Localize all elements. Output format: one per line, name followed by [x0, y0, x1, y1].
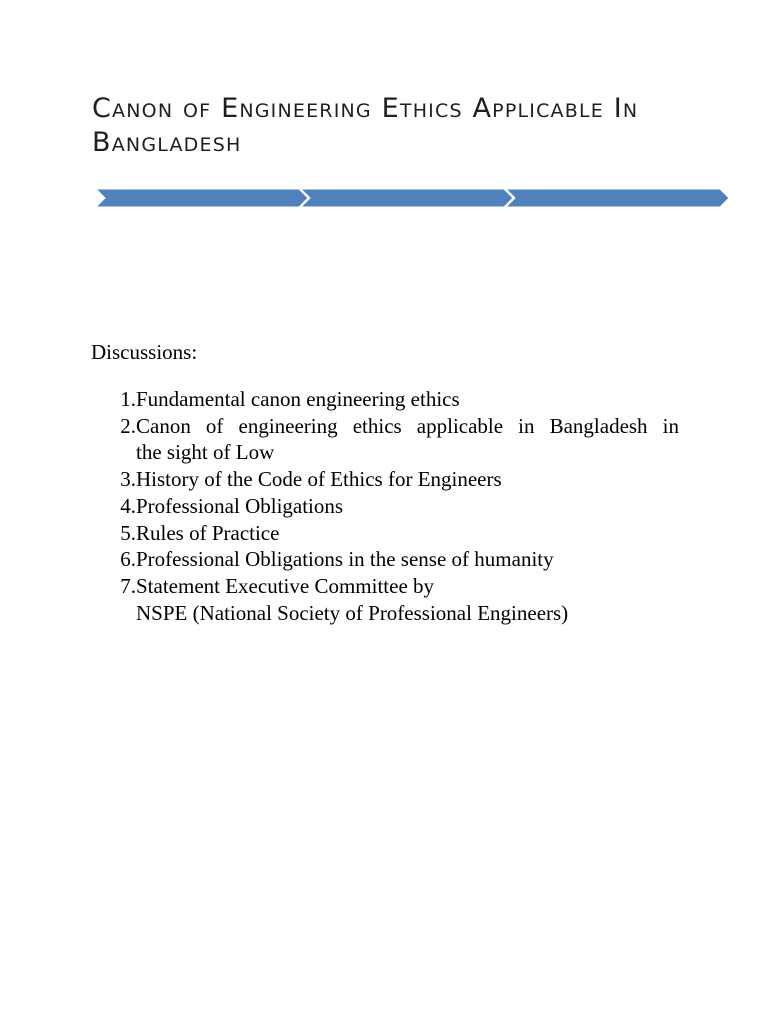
list-item-text [136, 546, 679, 573]
list-item [91, 573, 679, 626]
process-arrow-2 [301, 189, 513, 207]
list-item [91, 386, 679, 413]
list-item-continuation: the sight of Low [136, 440, 275, 465]
topic-list [91, 386, 679, 626]
list-item-number: 1. [120, 387, 136, 411]
list-item-number: 3. [120, 467, 136, 492]
list-item-number: 2. [120, 413, 136, 438]
document-title [92, 92, 692, 160]
process-arrow-1 [96, 189, 308, 207]
list-item-text [136, 466, 679, 493]
list-item-number: 6. [120, 547, 136, 572]
list-item-line: Fundamental canon engineering ethics [136, 387, 460, 411]
list-item-continuation: NSPE (National Society of Professional Engineers) [136, 600, 569, 625]
list-item [91, 520, 679, 547]
list-item-line: Professional Obligations in the sense of humanity [136, 547, 554, 572]
list-item [91, 546, 679, 573]
list-item-line: Rules of Practice [136, 520, 280, 545]
discussions-section [91, 338, 679, 626]
list-item-line: History of the Code of Ethics for Engineers [136, 467, 502, 492]
list-item-text [136, 573, 679, 626]
list-item [91, 466, 679, 493]
list-item-number: 4. [120, 493, 136, 518]
list-item-text [136, 520, 679, 547]
section-heading: Discussions: [91, 340, 198, 364]
list-item [91, 413, 679, 466]
list-item-text [136, 493, 679, 520]
list-item-text [136, 413, 679, 466]
list-item-line: Canon of engineering ethics applicable in Bangladesh in [136, 413, 679, 438]
title-line-2: Bangladesh [92, 127, 242, 158]
list-item-number: 7. [120, 573, 136, 598]
list-item-number: 5. [120, 520, 136, 545]
list-item-line: Professional Obligations [136, 493, 344, 518]
list-item-text [136, 386, 679, 413]
list-item-line: Statement Executive Committee by [136, 573, 435, 598]
title-line-1: Canon of Engineering Ethics Applicable In [92, 93, 639, 124]
process-arrows-graphic [96, 186, 732, 210]
process-arrow-3 [506, 189, 729, 207]
list-item [91, 493, 679, 520]
